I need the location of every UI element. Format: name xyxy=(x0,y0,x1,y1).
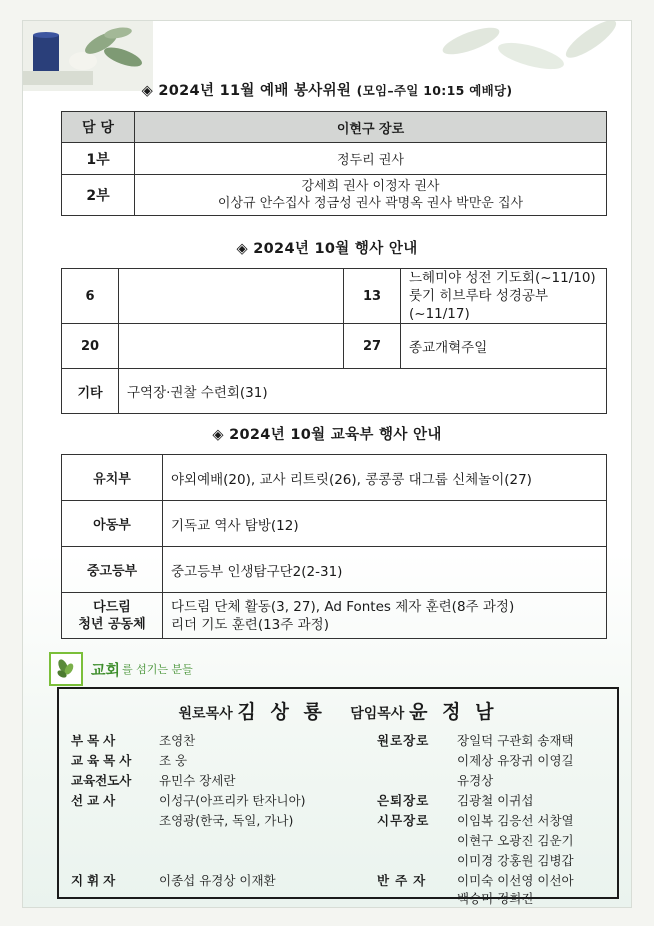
event-date: 6 xyxy=(62,269,119,324)
staff-label: 교육목사 xyxy=(71,753,136,768)
staff-row xyxy=(377,771,493,789)
events-table xyxy=(61,268,607,414)
section-title-events xyxy=(23,237,631,258)
section-title-text: ◈ 2024년 10월 교육부 행사 안내 xyxy=(212,427,442,443)
staff-names: 이성구(아프리카 탄자니아) xyxy=(159,793,306,808)
dept-events: 야외예배(20), 교사 리트릿(26), 콩콩콩 대그룹 신체놀이(27) xyxy=(163,455,607,501)
section-title-text: ◈ 2024년 11월 예배 봉사위원 xyxy=(141,83,352,99)
event-text xyxy=(119,269,344,324)
event-line: 느헤미야 성전 기도회(~11/10) xyxy=(409,270,596,286)
staff-names: 유경상 xyxy=(457,773,494,788)
staff-row xyxy=(71,791,306,809)
row-label: 1부 xyxy=(62,143,135,175)
dept-events xyxy=(163,593,607,639)
table-row xyxy=(62,269,607,324)
event-text xyxy=(401,269,607,324)
staff-names: 김광철 이귀섭 xyxy=(457,793,534,808)
dept-label-line: 다드림 xyxy=(93,599,131,615)
dept-label xyxy=(62,593,163,639)
header-value: 이현구 장로 xyxy=(135,112,607,143)
pastor-name: 김 상 룡 xyxy=(237,701,326,723)
dept-events-line: 리더 기도 훈련(13주 과정) xyxy=(171,616,329,633)
dept-events: 중고등부 인생탐구단2(2-31) xyxy=(163,547,607,593)
pastor-name: 윤 정 남 xyxy=(409,701,498,723)
church-staff-heading xyxy=(49,649,193,689)
section-title-education-events xyxy=(23,423,631,444)
staff-row xyxy=(377,851,574,869)
table-row xyxy=(62,547,607,593)
staff-label: 반주자 xyxy=(377,873,432,888)
section-subtitle: (모임–주일 10:15 예배당) xyxy=(356,83,513,98)
staff-label: 시무장로 xyxy=(377,813,430,828)
pastor-role: 담임목사 xyxy=(350,706,405,722)
dept-label: 아동부 xyxy=(62,501,163,547)
table-row xyxy=(62,593,607,639)
event-line: 룻기 히브루타 성경공부(~11/17) xyxy=(409,288,548,322)
staff-row xyxy=(377,889,533,907)
pastor-role: 원로목사 xyxy=(178,706,233,722)
table-row xyxy=(62,175,607,216)
staff-names: 이미숙 이선영 이선아 xyxy=(457,873,574,888)
staff-label: 은퇴장로 xyxy=(377,793,430,808)
staff-names: 이임복 김응선 서창열 xyxy=(457,813,574,828)
staff-row xyxy=(71,731,195,749)
staff-names: 유민수 장세란 xyxy=(159,773,236,788)
staff-row xyxy=(377,731,574,749)
pastors-line xyxy=(59,697,617,724)
dept-label-line: 청년 공동체 xyxy=(78,616,146,632)
event-etc-label: 기타 xyxy=(62,369,119,414)
staff-label: 부목사 xyxy=(71,733,120,748)
event-text: 종교개혁주일 xyxy=(401,324,607,369)
staff-names: 조영광(한국, 독일, 가나) xyxy=(159,813,294,828)
staff-names: 이종섭 유경상 이재환 xyxy=(159,873,276,888)
staff-row xyxy=(377,751,574,769)
staff-row xyxy=(377,831,574,849)
worship-volunteers-table xyxy=(61,111,607,216)
staff-row xyxy=(71,771,235,789)
church-title: 교회 xyxy=(91,660,120,679)
row-value-line: 강세희 권사 이정자 권사 xyxy=(301,179,440,194)
staff-names: 백승미 정희진 xyxy=(457,891,534,906)
staff-label: 원로장로 xyxy=(377,733,430,748)
staff-row xyxy=(71,811,293,829)
staff-row xyxy=(377,811,574,829)
table-row xyxy=(62,324,607,369)
staff-row xyxy=(71,871,276,889)
staff-label: 교육전도사 xyxy=(71,773,132,788)
row-value: 정두리 권사 xyxy=(135,143,607,175)
header-label: 담 당 xyxy=(62,112,135,143)
dept-label: 유치부 xyxy=(62,455,163,501)
table-row xyxy=(62,112,607,143)
row-value-line: 이상규 안수집사 정금성 권사 곽명옥 권사 박만운 집사 xyxy=(217,196,524,211)
staff-row xyxy=(377,791,533,809)
staff-label: 지휘자 xyxy=(71,873,120,888)
staff-label: 선교사 xyxy=(71,793,120,808)
event-date: 27 xyxy=(344,324,401,369)
dept-label: 중고등부 xyxy=(62,547,163,593)
table-row xyxy=(62,455,607,501)
staff-names: 장일덕 구관회 송재택 xyxy=(457,733,574,748)
staff-names: 이미경 강홍원 김병갑 xyxy=(457,853,574,868)
section-title-text: ◈ 2024년 10월 행사 안내 xyxy=(236,241,418,257)
staff-names: 조영찬 xyxy=(159,733,196,748)
event-etc-value: 구역장·권찰 수련회(31) xyxy=(119,369,607,414)
row-value xyxy=(135,175,607,216)
dept-events: 기독교 역사 탐방(12) xyxy=(163,501,607,547)
staff-names: 이현구 오광진 김운기 xyxy=(457,833,574,848)
event-text xyxy=(119,324,344,369)
dept-events-line: 다드림 단체 활동(3, 27), Ad Fontes 제자 훈련(8주 과정) xyxy=(171,598,515,615)
staff-row xyxy=(377,871,574,889)
church-subtitle: 를 섬기는 분들 xyxy=(121,663,193,676)
staff-names: 조 웅 xyxy=(159,753,188,768)
bulletin-page xyxy=(22,20,632,908)
church-staff-box xyxy=(57,687,619,906)
row-label: 2부 xyxy=(62,175,135,216)
education-events-table xyxy=(61,454,607,639)
table-row xyxy=(62,369,607,414)
table-row xyxy=(62,501,607,547)
event-date: 20 xyxy=(62,324,119,369)
event-date: 13 xyxy=(344,269,401,324)
staff-row xyxy=(71,751,187,769)
staff-names: 이제상 유장귀 이영길 xyxy=(457,753,574,768)
table-row xyxy=(62,143,607,175)
section-title-worship-volunteers xyxy=(23,79,631,100)
leaf-sprout-icon xyxy=(49,652,83,686)
